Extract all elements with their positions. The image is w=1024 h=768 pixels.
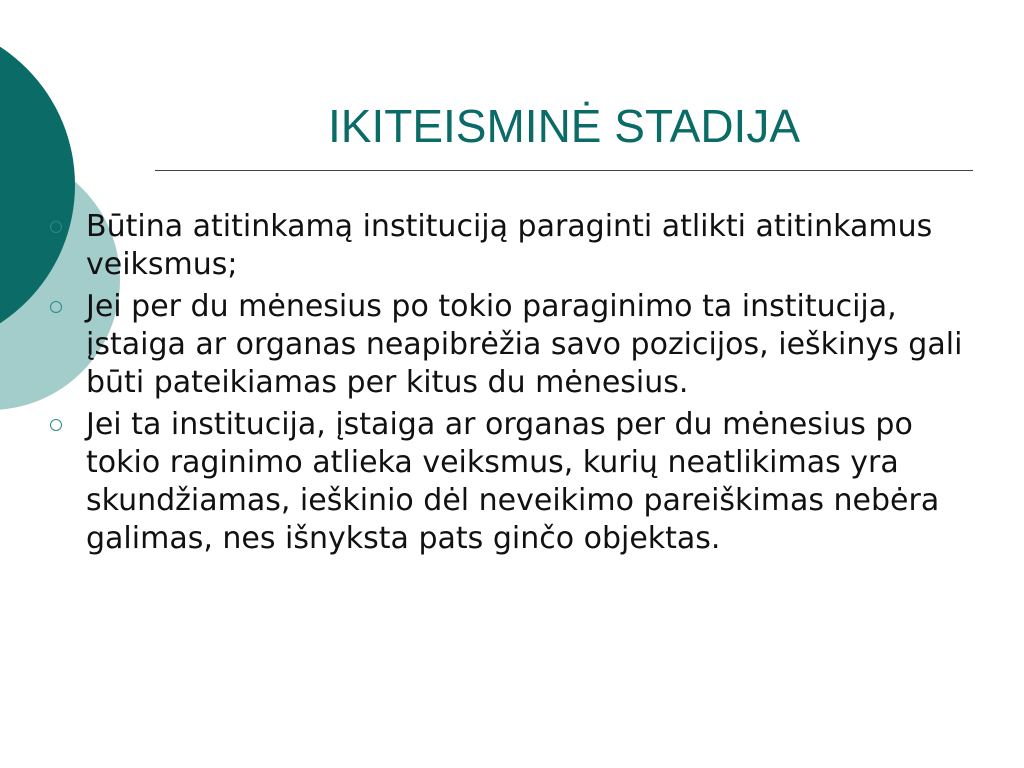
bullet-text: Jei ta institucija, įstaiga ar organas per du mėnesius po tokio raginimo atlieka veiksmus, kurių neatlikimas yra skundžiamas, ieškinio dėl neveikimo pareiškimas nebėra galimas, nes išnyksta pats ginčo objektas. — [86, 407, 940, 556]
bullet-item — [0, 288, 1024, 402]
bullet-text: Jei per du mėnesius po tokio paraginimo ta institucija, įstaiga ar organas neapibrėžia savo pozicijos, ieškinys gali būti pateikiamas per kitus du mėnesius. — [86, 289, 963, 400]
bullet-text: Būtina atitinkamą instituciją paraginti atlikti atitinkamus veiksmus; — [86, 209, 933, 282]
hollow-circle-bullet-icon — [50, 221, 62, 233]
bullet-list — [0, 208, 1024, 562]
hollow-circle-bullet-icon — [50, 301, 62, 313]
title-underline — [155, 170, 973, 171]
bullet-item — [0, 208, 1024, 284]
bullet-item — [0, 406, 1024, 558]
slide-title: IKITEISMINĖ STADIJA — [328, 100, 800, 152]
hollow-circle-bullet-icon — [50, 419, 62, 431]
